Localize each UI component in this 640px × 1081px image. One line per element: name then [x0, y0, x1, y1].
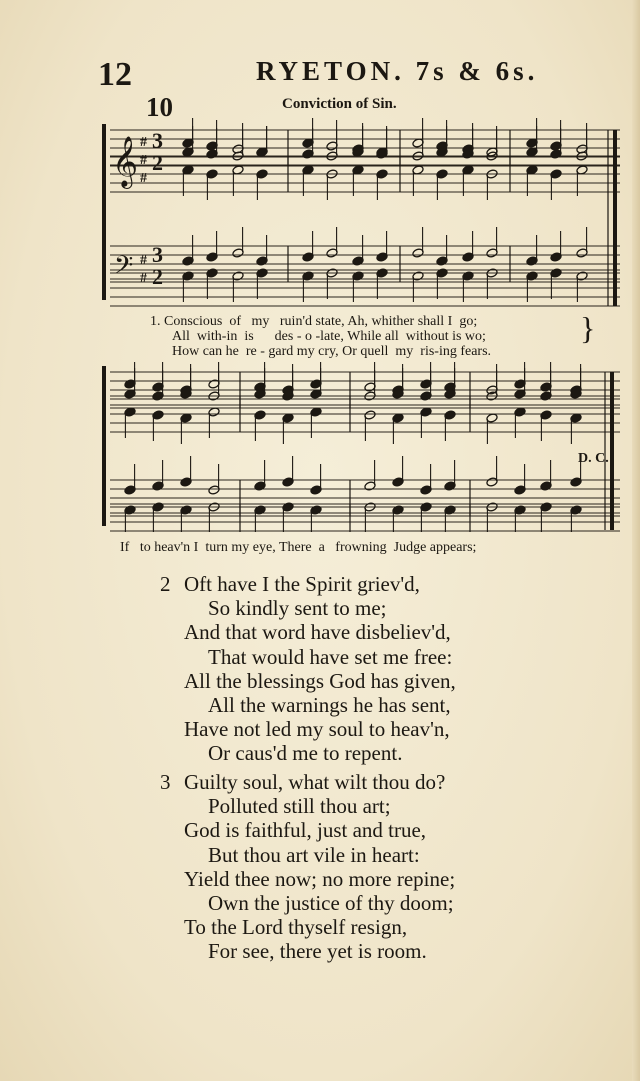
stanza-line: And that word have disbeliev'd, [184, 620, 451, 645]
stanza-line: But thou art vile in heart: [208, 842, 420, 867]
sharp-icon: # [140, 171, 147, 186]
dc-label: D. C. [578, 451, 609, 466]
stanza-line: That would have set me free: [208, 644, 453, 669]
stanza-line: All the blessings God has given, [184, 668, 456, 693]
tune-header: RYETON. 7s & 6s. [256, 56, 539, 86]
time-signature: 3 [152, 128, 163, 153]
lyric-line-2: All with-in is des - o -late, While all without is wo; [172, 329, 486, 344]
stanza-3 [160, 770, 455, 964]
stanza-line: Or caus'd me to repent. [208, 741, 403, 766]
sharp-icon: # [140, 253, 147, 268]
stanza-line: God is faithful, just and true, [184, 818, 427, 843]
music-system-1 [100, 118, 625, 308]
stanza-line: Have not led my soul to heav'n, [184, 717, 450, 742]
stanza-line: Yield thee now; no more repine; [184, 866, 456, 891]
hymn-number: 10 [146, 92, 173, 122]
stanza-line: 3 Guilty soul, what wilt thou do? [160, 770, 446, 794]
treble-clef-icon: 𝄞 [112, 136, 139, 187]
final-bar [613, 130, 617, 306]
stanza-line: For see, there yet is room. [208, 939, 427, 964]
sharp-icon: # [140, 135, 147, 150]
stanza-number: 3 [160, 770, 171, 794]
stanza-line: Own the justice of thy doom; [208, 891, 454, 916]
system-bracket [102, 124, 106, 300]
stanza-line: To the Lord thyself resign, [184, 915, 408, 940]
system-bracket [102, 366, 106, 526]
page-number: 12 [98, 56, 132, 93]
bass-clef-icon: 𝄢 [114, 251, 134, 286]
stanza-line: 2 Oft have I the Spirit griev'd, [160, 572, 420, 596]
page-edge [632, 0, 640, 1081]
final-bar [610, 372, 614, 530]
hymn-subject: Conviction of Sin. [282, 96, 397, 112]
sharp-icon: # [140, 153, 147, 168]
music-notation-2 [100, 362, 625, 532]
lyric-line-3: How can he re - gard my cry, Or quell my ris-ing fears. [172, 344, 492, 359]
stanza-line: Polluted still thou art; [208, 794, 391, 819]
time-signature: 2 [152, 150, 163, 175]
lyric-brace: } [580, 310, 596, 346]
time-signature: 2 [152, 264, 163, 289]
lyric-line-4: If to heav'n I turn my eye, There a frowning Judge appears; [120, 540, 477, 555]
sharp-icon: # [140, 271, 147, 286]
music-system-2 [100, 362, 625, 532]
time-signature: 3 [152, 242, 163, 267]
stanza-line: So kindly sent to me; [208, 596, 387, 621]
stanza-number: 2 [160, 572, 171, 596]
stanza-line: All the warnings he has sent, [208, 693, 451, 718]
lyric-line-1: 1. Conscious of my ruin'd state, Ah, whither shall I go; [150, 314, 478, 329]
music-notation-1 [100, 118, 625, 308]
stanza-2 [160, 572, 456, 766]
